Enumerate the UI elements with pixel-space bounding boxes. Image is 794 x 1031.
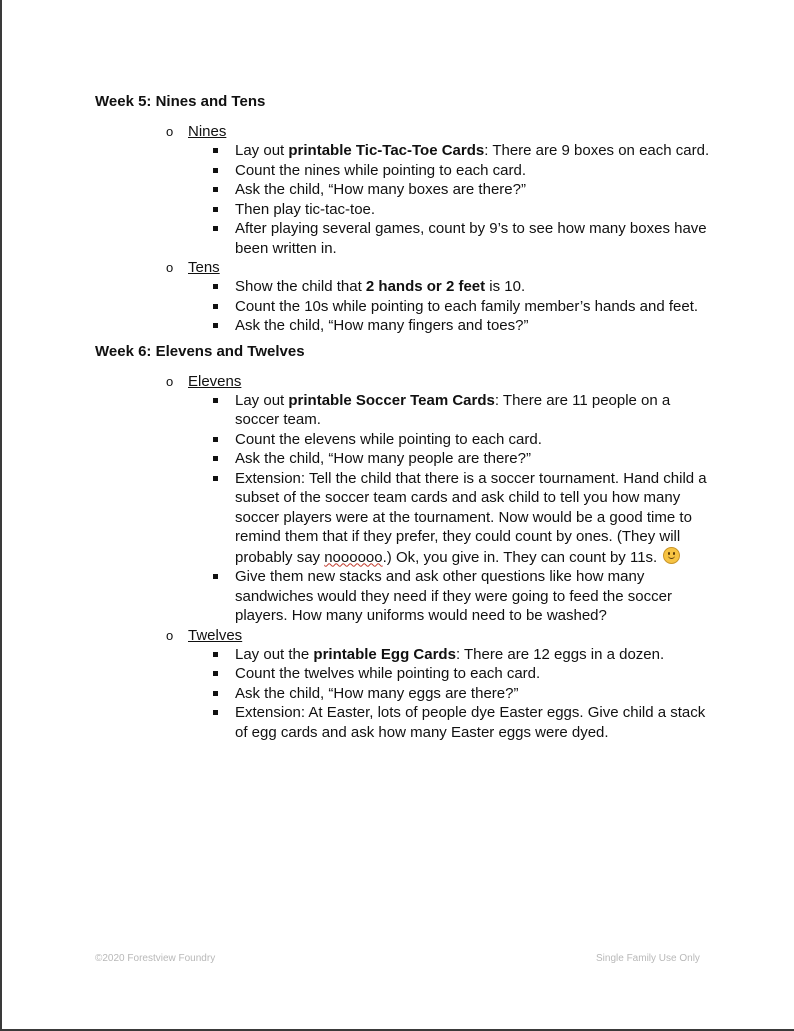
list-item: Lay out the printable Egg Cards: There are 12 eggs in a dozen. [235, 645, 715, 665]
square-bullet-icon [213, 323, 218, 328]
list-item: Count the elevens while pointing to each card. [235, 430, 715, 450]
list-item: Then play tic-tac-toe. [235, 200, 715, 220]
hollow-circle-bullet-icon: o [166, 373, 174, 389]
list-item: Count the twelves while pointing to each card. [235, 664, 715, 684]
list-item: Lay out printable Tic-Tac-Toe Cards: There are 9 boxes on each card. [235, 141, 715, 161]
list-item: Count the 10s while pointing to each family member’s hands and feet. [235, 297, 715, 317]
tens-section [166, 258, 715, 336]
tens-list [166, 277, 715, 336]
square-bullet-icon [213, 671, 218, 676]
week5-heading: Week 5: Nines and Tens [95, 93, 266, 110]
square-bullet-icon [213, 284, 218, 289]
square-bullet-icon [213, 691, 218, 696]
tens-title: o Tens [166, 259, 220, 276]
week6-heading: Week 6: Elevens and Twelves [95, 342, 305, 360]
hollow-circle-bullet-icon: o [166, 124, 174, 139]
square-bullet-icon [213, 652, 218, 657]
hollow-circle-bullet-icon: o [166, 627, 174, 643]
list-item: Ask the child, “How many fingers and toes?” [235, 316, 715, 336]
list-item: Extension: Tell the child that there is a soccer tournament. Hand child a subset of the soccer team cards and ask child to tell you how many soccer players were at the tournament. Now would be a good time to remind them that if they prefer, they could count by ones. (They will probably say noooooo.) Ok, you give in. They can count by 11s. [235, 469, 715, 568]
square-bullet-icon [213, 187, 218, 192]
spellcheck-word: noooooo [324, 548, 383, 566]
list-item: Give them new stacks and ask other questions like how many sandwiches would they need if they were going to feed the soccer players. How many uniforms would need to be washed? [235, 567, 715, 626]
nines-list [166, 141, 715, 258]
list-item: Ask the child, “How many eggs are there?” [235, 684, 715, 704]
footer-copyright: ©2020 Forestview Foundry [95, 953, 216, 964]
hollow-circle-bullet-icon: o [166, 260, 174, 275]
document-body [95, 92, 715, 742]
square-bullet-icon [213, 148, 218, 153]
square-bullet-icon [213, 476, 218, 481]
elevens-section [166, 372, 715, 626]
footer-usage-note: Single Family Use Only [596, 953, 700, 964]
square-bullet-icon [213, 226, 218, 231]
list-item: Lay out printable Soccer Team Cards: There are 11 people on a soccer team. [235, 391, 715, 430]
square-bullet-icon [213, 456, 218, 461]
smiley-face-icon [663, 547, 680, 564]
list-item: Show the child that 2 hands or 2 feet is 10. [235, 277, 715, 297]
elevens-title: o Elevens [166, 372, 242, 390]
nines-section [166, 122, 715, 258]
square-bullet-icon [213, 168, 218, 173]
list-item: Count the nines while pointing to each card. [235, 161, 715, 181]
square-bullet-icon [213, 710, 218, 715]
square-bullet-icon [213, 437, 218, 442]
twelves-title: o Twelves [166, 626, 243, 644]
square-bullet-icon [213, 574, 218, 579]
twelves-list [166, 645, 715, 743]
square-bullet-icon [213, 398, 218, 403]
square-bullet-icon [213, 207, 218, 212]
list-item: After playing several games, count by 9’s to see how many boxes have been written in. [235, 219, 715, 258]
nines-title: o Nines [166, 123, 227, 140]
list-item: Ask the child, “How many people are there?” [235, 449, 715, 469]
elevens-list [166, 391, 715, 626]
twelves-section [166, 626, 715, 743]
list-item: Ask the child, “How many boxes are there?” [235, 180, 715, 200]
list-item: Extension: At Easter, lots of people dye Easter eggs. Give child a stack of egg cards and ask how many Easter eggs were dyed. [235, 703, 715, 742]
square-bullet-icon [213, 304, 218, 309]
